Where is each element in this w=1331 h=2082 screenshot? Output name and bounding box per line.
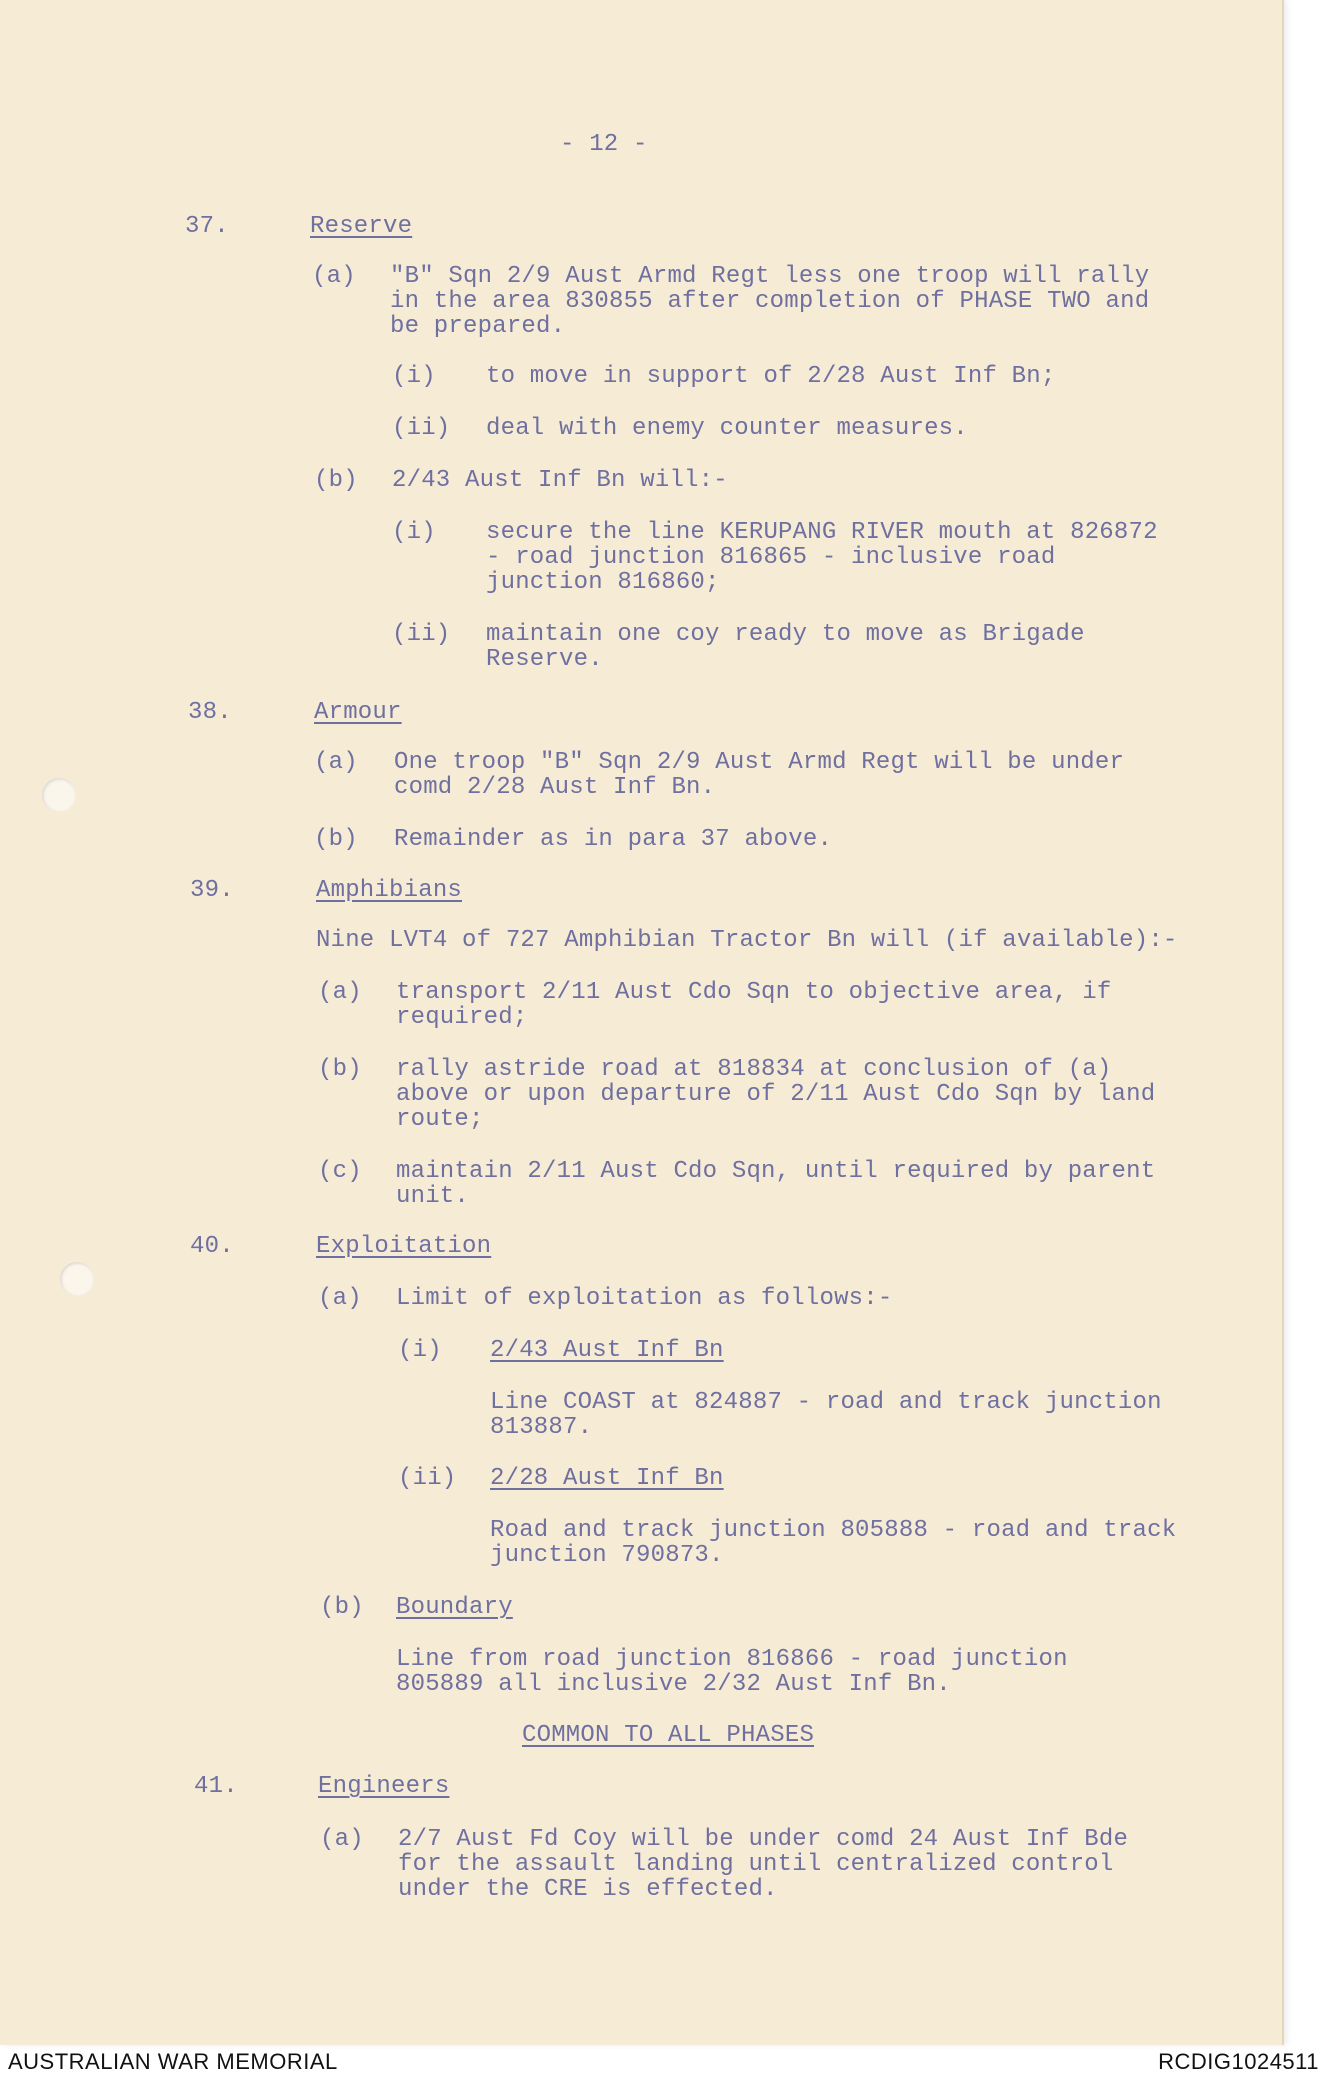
para-40-ii-label: (ii): [398, 1465, 457, 1492]
para-40-ii-line: junction 790873.: [490, 1542, 724, 1569]
para-37-b-ii-line: maintain one coy ready to move as Brigade: [486, 621, 1085, 648]
para-37-a-i-label: (i): [392, 363, 436, 390]
para-39-intro: Nine LVT4 of 727 Amphibian Tractor Bn will (if available):-: [316, 927, 1178, 954]
para-40-heading: Exploitation: [316, 1233, 492, 1260]
para-37-b-i-line: junction 816860;: [486, 569, 720, 596]
para-40-b-label: (b): [320, 1594, 364, 1621]
para-41-a-line: under the CRE is effected.: [398, 1876, 778, 1903]
para-37-a-line: "B" Sqn 2/9 Aust Armd Regt less one troop will rally: [390, 263, 1150, 290]
para-41-a-label: (a): [320, 1826, 364, 1853]
para-37-b-i-line: secure the line KERUPANG RIVER mouth at 826872: [486, 519, 1158, 546]
para-39-c-line: unit.: [396, 1183, 470, 1210]
para-39-a-line: transport 2/11 Aust Cdo Sqn to objective area, if: [396, 979, 1112, 1006]
para-40-i-line: 813887.: [490, 1414, 593, 1441]
footer-source: AUSTRALIAN WAR MEMORIAL: [8, 2049, 338, 2074]
para-38-a-line: One troop "B" Sqn 2/9 Aust Armd Regt will be under: [394, 749, 1125, 776]
para-37-b-ii-line: Reserve.: [486, 646, 603, 673]
para-38-a-line: comd 2/28 Aust Inf Bn.: [394, 774, 716, 801]
para-39-b-label: (b): [318, 1056, 362, 1083]
para-38-a-label: (a): [314, 749, 358, 776]
para-41-heading: Engineers: [318, 1773, 450, 1800]
para-40-a-text: Limit of exploitation as follows:-: [396, 1285, 893, 1312]
para-37-a-label: (a): [312, 263, 356, 290]
para-40-b-line: 805889 all inclusive 2/32 Aust Inf Bn.: [396, 1671, 951, 1698]
para-40-i-line: Line COAST at 824887 - road and track junction: [490, 1389, 1162, 1416]
page-number: - 12 -: [560, 131, 648, 158]
para-37-heading: Reserve: [310, 213, 413, 240]
para-41-a-line: for the assault landing until centralized control: [398, 1851, 1114, 1878]
punch-hole: [60, 1262, 94, 1296]
section-heading: COMMON TO ALL PHASES: [522, 1722, 815, 1749]
para-37-a-ii-label: (ii): [392, 415, 451, 442]
para-40-ii-heading: 2/28 Aust Inf Bn: [490, 1465, 724, 1492]
para-37-b-i-label: (i): [392, 519, 436, 546]
para-40-b-line: Line from road junction 816866 - road junction: [396, 1646, 1068, 1673]
para-37-b-i-line: - road junction 816865 - inclusive road: [486, 544, 1056, 571]
para-38-b-label: (b): [314, 826, 358, 853]
para-37-number: 37.: [185, 213, 229, 240]
para-39-b-line: rally astride road at 818834 at conclusion of (a): [396, 1056, 1112, 1083]
para-37-b-ii-label: (ii): [392, 621, 451, 648]
para-39-number: 39.: [190, 877, 234, 904]
para-39-c-line: maintain 2/11 Aust Cdo Sqn, until required by parent: [396, 1158, 1156, 1185]
para-38-b-text: Remainder as in para 37 above.: [394, 826, 833, 853]
para-38-number: 38.: [188, 699, 232, 726]
para-39-heading: Amphibians: [316, 877, 463, 904]
para-40-i-heading: 2/43 Aust Inf Bn: [490, 1337, 724, 1364]
para-41-number: 41.: [194, 1773, 238, 1800]
para-39-b-line: above or upon departure of 2/11 Aust Cdo Sqn by land: [396, 1081, 1156, 1108]
para-38-heading: Armour: [314, 699, 402, 726]
para-40-ii-line: Road and track junction 805888 - road and track: [490, 1517, 1177, 1544]
para-40-number: 40.: [190, 1233, 234, 1260]
para-37-b-text: 2/43 Aust Inf Bn will:-: [392, 467, 728, 494]
para-37-a-i-text: to move in support of 2/28 Aust Inf Bn;: [486, 363, 1056, 390]
punch-hole: [42, 778, 76, 812]
para-40-a-label: (a): [318, 1285, 362, 1312]
para-41-a-line: 2/7 Aust Fd Coy will be under comd 24 Aust Inf Bde: [398, 1826, 1129, 1853]
para-40-b-heading: Boundary: [396, 1594, 513, 1621]
para-37-a-line: be prepared.: [390, 313, 566, 340]
para-39-a-label: (a): [318, 979, 362, 1006]
para-39-c-label: (c): [318, 1158, 362, 1185]
para-37-b-label: (b): [314, 467, 358, 494]
para-37-a-line: in the area 830855 after completion of PHASE TWO and: [390, 288, 1150, 315]
para-39-b-line: route;: [396, 1106, 484, 1133]
para-39-a-line: required;: [396, 1004, 528, 1031]
para-40-i-label: (i): [398, 1337, 442, 1364]
footer-id: RCDIG1024511: [1158, 2049, 1319, 2074]
para-37-a-ii-text: deal with enemy counter measures.: [486, 415, 968, 442]
